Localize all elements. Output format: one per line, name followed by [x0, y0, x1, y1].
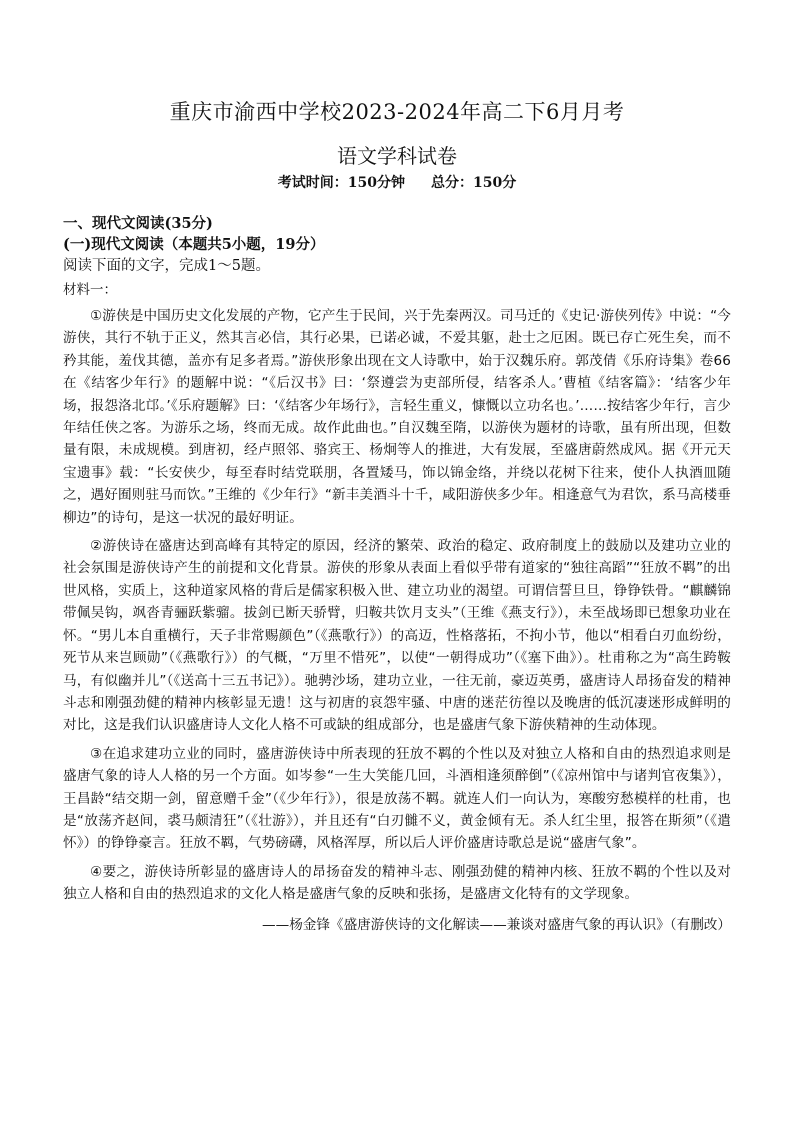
paragraph-3: ③在追求建功立业的同时，盛唐游侠诗中所表现的狂放不羁的个性以及对独立人格和自由的热烈追求则是盛唐气象的诗人人格的另一个方面。如岑参“一生大笑能几回，斗酒相逢须醉倒”（《凉州馆中与诸判官夜集》），王昌龄“结交期一剑，留意赠千金”（《少年行》），很是放荡不羁。就连人们一向认为，寒酸穷愁模样的杜甫，也是“放荡齐赵间，裘马颇清狂”（《壮游》），并且还有“白刃雠不义，黄金倾有无。杀人红尘里，报答在斯须”（《遣怀》）的铮铮豪言。狂放不羁，气势磅礴，风格浑厚，所以后人评价盛唐诗歌总是说“盛唐气象”。	[63, 745, 731, 852]
section-subheading: (一)现代文阅读（本题共5小题，19分）	[63, 236, 325, 253]
paragraph-4: ④要之，游侠诗所彰显的盛唐诗人的昂扬奋发的精神斗志、刚强劲健的精神内核、狂放不羁的个性以及对独立人格和自由的热烈追求的文化人格是盛唐气象的反映和张扬，是盛唐文化特有的文学现象。	[63, 863, 731, 903]
exam-time: 考试时间：150分钟	[277, 175, 405, 191]
material-label: 材料一：	[63, 282, 117, 298]
section-heading: 一、现代文阅读(35分)	[63, 215, 213, 232]
reading-section	[63, 213, 731, 936]
exam-subtitle: 语文学科试卷	[337, 144, 457, 168]
exam-info	[0, 172, 794, 192]
paragraph-1: ①游侠是中国历史文化发展的产物，它产生于民间，兴于先秦两汉。司马迁的《史记·游侠列传》中说：“今游侠，其行不轨于正义，然其言必信，其行必果，已诺必诚，不爱其躯，赴士之厄困。既已存亡死生矣，而不矜其能，羞伐其德，盖亦有足多者焉。”游侠形象出现在文人诗歌中，始于汉魏乐府。郭茂倩《乐府诗集》卷66在《结客少年行》的题解中说：“《后汉书》曰：‘祭遵尝为吏部所侵，结客杀人。’曹植《结客篇》：‘结客少年场，报怨洛北邙。’《乐府题解》曰：‘《结客少年场行》，言轻生重义，慷慨以立功名也。’……按结客少年行，言少年结任侠之客。为游乐之场，终而无成。故作此曲也。”自汉魏至隋，以游侠为题材的诗歌，虽有所出现，但数量有限，未成规模。到唐初，经卢照邻、骆宾王、杨炯等人的推进，大有发展，至盛唐蔚然成风。据《开元天宝遗事》载：“长安侠少，每至春时结党联朋，各置矮马，饰以锦金络，并绕以花树下往来，使仆人执酒皿随之，遇好囿则驻马而饮。”王维的《少年行》“新丰美酒斗十千，咸阳游侠多少年。相逢意气为君饮，系马高楼垂柳边”的诗句，是这一状况的最好明证。	[63, 308, 731, 526]
section-instruction: 阅读下面的文字，完成1～5题。	[63, 258, 270, 274]
paragraph-2: ②游侠诗在盛唐达到高峰有其特定的原因，经济的繁荣、政治的稳定、政府制度上的鼓励以及建功立业的社会氛围是游侠诗产生的前提和文化背景。游侠的形象从表面上看似乎带有道家的“独往高蹈”“狂放不羁”的出世风格，实质上，这种道家风格的背后是儒家积极入世、建立功业的渴望。可谓信誓旦旦，铮铮铁骨。“麒麟锦带佩吴钩，飒沓青骊跃紫骝。拔剑已断天骄臂，归鞍共饮月支头”（王维《燕支行》），未至战场即已想象功业在怀。“男儿本自重横行，天子非常赐颜色”（《燕歌行》）的高迈，性格落拓，不拘小节，他以“相看白刃血纷纷，死节从来岂顾勋”（《燕歌行》）的气概，“万里不惜死”，以使“一朝得成功”（《塞下曲》）。杜甫称之为“高生跨鞍马，有似幽并儿”（《送高十三五书记》）。驰骋沙场，建功立业，一往无前，豪迈英勇，盛唐诗人昂扬奋发的精神斗志和刚强劲健的精神内核彰显无遗！这与初唐的哀怨牢骚、中唐的迷茫彷徨以及晚唐的低沉凄迷形成鲜明的对比，这是我们认识盛唐诗人文化人格不可或缺的组成部分，也是盛唐气象下游侠精神的生动体现。	[63, 538, 731, 734]
total-score: 总分：150分	[431, 175, 517, 191]
source-citation: ——杨金锋《盛唐游侠诗的文化解读——兼谈对盛唐气象的再认识》（有删改）	[262, 916, 731, 933]
exam-title: 重庆市渝西中学校2023-2024年高二下6月月考	[169, 100, 625, 124]
